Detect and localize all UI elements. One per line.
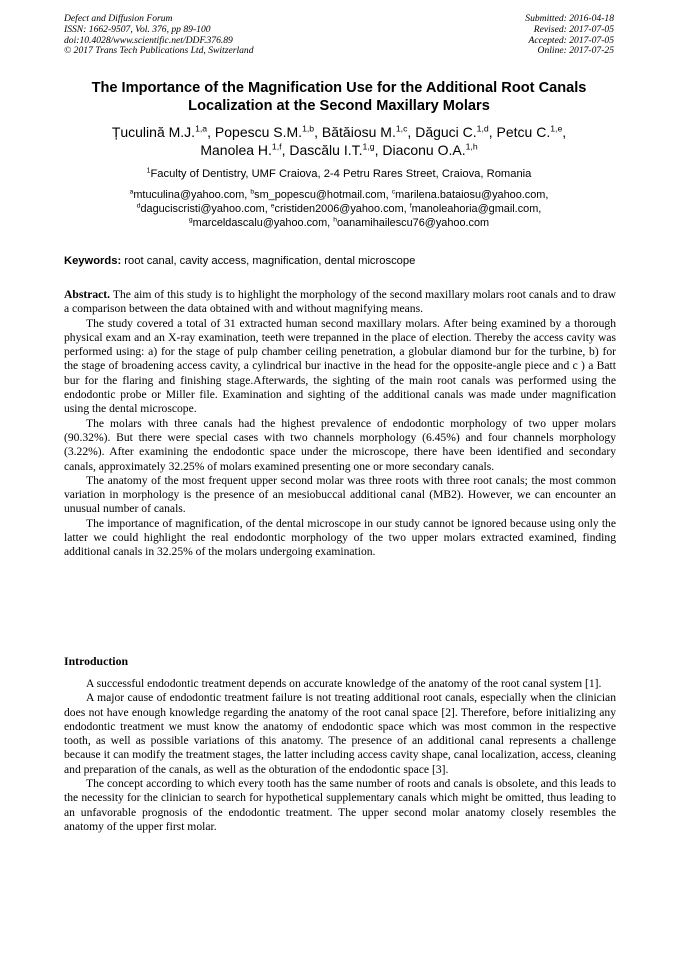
title-line-2: Localization at the Second Maxillary Molars [188,97,490,114]
journal-name: Defect and Diffusion Forum [64,13,173,24]
affiliation-mark: 1 [146,167,151,175]
journal-doi: doi:10.4028/www.scientific.net/DDF.376.89 [64,34,233,46]
introduction-section [64,677,616,834]
abstract-paragraph: The molars with three canals had the highest prevalence of endodontic morphology of two upper molars (90.32%). But there were special cases with two channels morphology (6.45%) and four channels morphology (3.22%). After examining the endodontic space under the microscope, there have been identified and secondary canals, approximately 32.25% of molars examined presenting one or more secondary canals. [64,416,616,473]
email-address[interactable]: cristiden2006@yahoo.com [274,203,404,215]
author-line-1 [40,124,638,142]
email-address[interactable]: daguciscristi@yahoo.com [140,203,265,215]
introduction-paragraph: A successful endodontic treatment depends on accurate knowledge of the anatomy of the root canal system [1]. [86,677,602,690]
author-line-2 [40,142,638,160]
author-separator: , [207,124,215,140]
paper-title [40,80,638,115]
author-affiliation-mark: 1,g [362,140,375,151]
abstract-text: The aim of this study is to highlight the morphology of the second maxillary molars root canals and to draw a comparison between the data obtained with and without magnifying means. [64,288,616,316]
email-mark: c [391,188,396,196]
abstract-label: Abstract. [64,288,111,301]
abstract-paragraph [64,288,616,317]
email-separator: , [385,189,392,201]
email-separator: , [244,189,251,201]
keywords-label: Keywords: [64,255,122,267]
author-name: Popescu S.M. [214,124,303,140]
author-separator: , [314,124,322,140]
abstract-paragraph: The importance of magnification, of the dental microscope in our study cannot be ignored because using only the latter we could highlight the real endodontic morphology of the two upper molars extracted examined, finding additional canals in 32.25% of the molars undergoing examination. [64,516,616,559]
introduction-paragraph: A major cause of endodontic treatment failure is not treating additional root canals, especially when the clinician does not have enough knowledge regarding the anatomy of the root canal space [2]. Therefore, before initializing any endodontic treatment we must know the anatomy of endodontic space which was most common in the respective tooth, as well as possible variations of this anatomy. The presence of an additional canal represents a challenge because it can modify the treatment stages, the latter including access cavity shape, canal localization, access, cleaning and preparation of the canals, as well as the obturation of the endodontic space [3]. [64,691,616,776]
author-name: Țuculină M.J. [111,124,196,140]
author-affiliation-mark: 1,d [476,123,489,134]
author-affiliation-mark: 1,e [550,123,563,134]
author-affiliation-mark: 1,a [195,123,208,134]
email-separator: , [403,203,410,215]
author-affiliation-mark: 1,c [395,123,408,134]
email-address[interactable]: mtuculina@yahoo.com [133,189,245,201]
journal-copyright: © 2017 Trans Tech Publications Ltd, Switzerland [64,45,254,57]
author-affiliation-mark: 1,f [271,140,282,151]
email-separator: , [264,203,271,215]
author-affiliation-mark: 1,h [465,140,478,151]
email-address[interactable]: marceldascalu@yahoo.com [192,217,328,229]
email-mark: b [250,188,255,196]
author-separator: , [281,141,290,158]
keywords [64,254,616,268]
affiliation [40,167,638,181]
author-name: Dascălu I.T. [289,141,363,158]
email-separator: , [538,203,542,215]
author-name: Petcu C. [496,124,551,140]
email-mark: a [129,188,134,196]
email-address[interactable]: oanamihailescu76@yahoo.com [337,217,490,229]
keywords-text: root canal, cavity access, magnification, dental microscope [121,255,416,267]
email-address[interactable]: sm_popescu@hotmail.com [254,189,386,201]
author-separator: , [488,124,497,140]
email-address[interactable]: manoleahoria@gmail.com [411,203,539,215]
author-separator: , [562,124,567,140]
author-separator: , [374,141,383,158]
title-line-1: The Importance of the Magnification Use for the Additional Root Canals [91,80,587,96]
email-list [40,188,638,230]
introduction-paragraph: The concept according to which every tooth has the same number of roots and canals is obsolete, and this leads to the necessity for the clinician to search for hypothetical supplementary canals which might be omitted, thus leading to an unfavorable prognosis of the endodontic treatment. The upper second molar anatomy closely resembles the anatomy of the upper first molar. [64,777,616,833]
author-name: Manolea H. [200,141,272,158]
email-address[interactable]: marilena.bataiosu@yahoo.com [395,189,546,201]
publication-dates [525,14,614,57]
author-name: Diaconu O.A. [382,141,466,158]
author-separator: , [407,124,416,140]
author-name: Bătăiosu M. [321,124,396,140]
email-mark: d [136,202,141,210]
email-line-2 [40,202,638,216]
date-accepted: Accepted: 2017-07-05 [528,34,614,46]
affiliation-text: Faculty of Dentistry, UMF Craiova, 2-4 Petru Rares Street, Craiova, Romania [150,168,532,180]
email-line-1 [40,188,638,202]
email-mark: e [270,202,275,210]
email-mark: f [409,202,412,210]
abstract-paragraph: The anatomy of the most frequent upper second molar was three roots with three root canals; the most common variation in morphology is the presence of an mesiobuccal additional canal (MB2). However, we can encounter an unusual number of canals. [64,473,616,516]
author-name: Dăguci C. [415,124,477,140]
date-online: Online: 2017-07-25 [537,45,614,57]
journal-issn: ISSN: 1662-9507, Vol. 376, pp 89-100 [64,23,211,35]
introduction-heading: Introduction [64,654,129,668]
abstract-section [64,288,616,560]
date-revised: Revised: 2017-07-05 [533,23,614,35]
abstract-paragraph: The study covered a total of 31 extracted human second maxillary molars. After being examined by a thorough physical exam and an X-ray examination, teeth were trepanned in the place of election. Thereby the access cavity was performed using: a) for the stage of pulp chamber ceiling penetration, a globular diamond bur for the turbine, b) for the stage of broadening access cavity, a cylindrical bur inactive in the head for the opposite-angle piece and c ) a Batt bur for the flaring and finishing stage.Afterwards, the sighting of the main root canals was performed using the endodontic probe or Miller file. Examination and sighting of the additional canals was made under magnification using the dental microscope. [64,316,616,416]
email-separator: , [545,189,549,201]
author-affiliation-mark: 1,b [302,123,315,134]
email-separator: , [327,217,334,229]
author-list [40,124,638,159]
email-line-3 [40,216,638,230]
journal-info [64,14,254,57]
email-mark: h [333,216,337,224]
date-submitted: Submitted: 2016-04-18 [525,13,614,24]
email-mark: g [188,216,193,224]
